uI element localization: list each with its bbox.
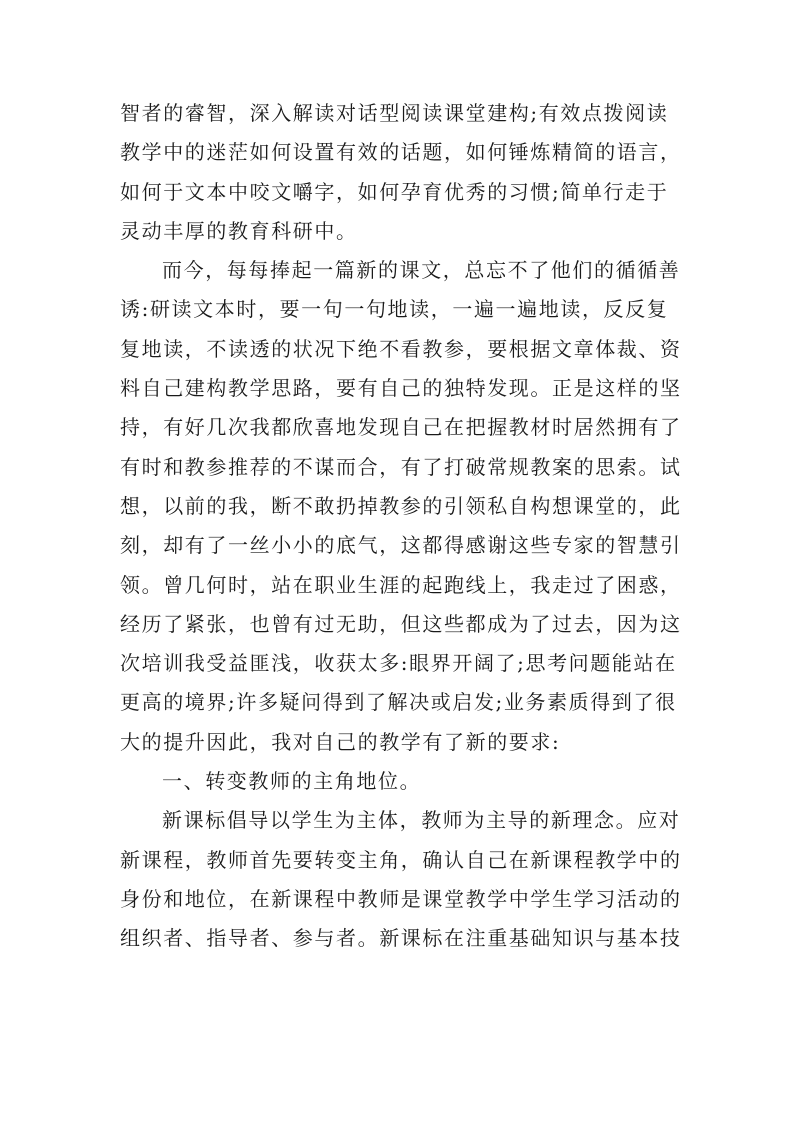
text-line: 如何于文本中咬文嚼字，如何孕育优秀的习惯;简单行走于 — [120, 179, 669, 204]
text-line: 料自己建构教学思路，要有自己的独特发现。正是这样的坚 — [120, 376, 682, 401]
text-line: 身份和地位，在新课程中教师是课堂教学中学生学习活动的 — [120, 886, 682, 911]
text-line: 刻，却有了一丝小小的底气，这都得感谢这些专家的智慧引 — [120, 533, 682, 558]
text-line: 大的提升因此，我对自己的教学有了新的要求: — [120, 729, 561, 754]
text-line: 更高的境界;许多疑问得到了解决或启发;业务素质得到了很 — [120, 690, 677, 715]
text-line: 组织者、指导者、参与者。新课标在注重基础知识与基本技 — [120, 926, 682, 951]
section-heading: 一、转变教师的主角地位。 — [162, 769, 422, 794]
document-page — [120, 94, 688, 959]
text-line: 次培训我受益匪浅，收获太多:眼界开阔了;思考问题能站在 — [120, 651, 677, 676]
text-line: 诱:研读文本时，要一句一句地读，一遍一遍地读，反反复 — [120, 297, 669, 322]
text-line: 领。曾几何时，站在职业生涯的起跑线上，我走过了困惑， — [120, 572, 682, 597]
text-line: 有时和教参推荐的不谋而合，有了打破常规教案的思索。试 — [120, 454, 682, 479]
text-line: 经历了紧张，也曾有过无助，但这些都成为了过去，因为这 — [120, 611, 682, 636]
text-line: 复地读，不读透的状况下绝不看教参，要根据文章体裁、资 — [120, 336, 682, 361]
paragraph-first-line: 新课标倡导以学生为主体，教师为主导的新理念。应对 — [162, 808, 681, 833]
text-line: 灵动丰厚的教育科研中。 — [120, 218, 358, 243]
paragraph-first-line: 而今，每每捧起一篇新的课文，总忘不了他们的循循善 — [162, 258, 681, 283]
text-line: 持，有好几次我都欣喜地发现自己在把握教材时居然拥有了 — [120, 415, 682, 440]
text-line: 智者的睿智，深入解读对话型阅读课堂建构;有效点拨阅读 — [120, 101, 669, 125]
text-line: 教学中的迷茫如何设置有效的话题，如何锤炼精简的语言， — [120, 140, 682, 165]
text-line: 新课程，教师首先要转变主角，确认自己在新课程教学中的 — [120, 847, 682, 872]
text-line: 想，以前的我，断不敢扔掉教参的引领私自构想课堂的，此 — [120, 493, 682, 518]
